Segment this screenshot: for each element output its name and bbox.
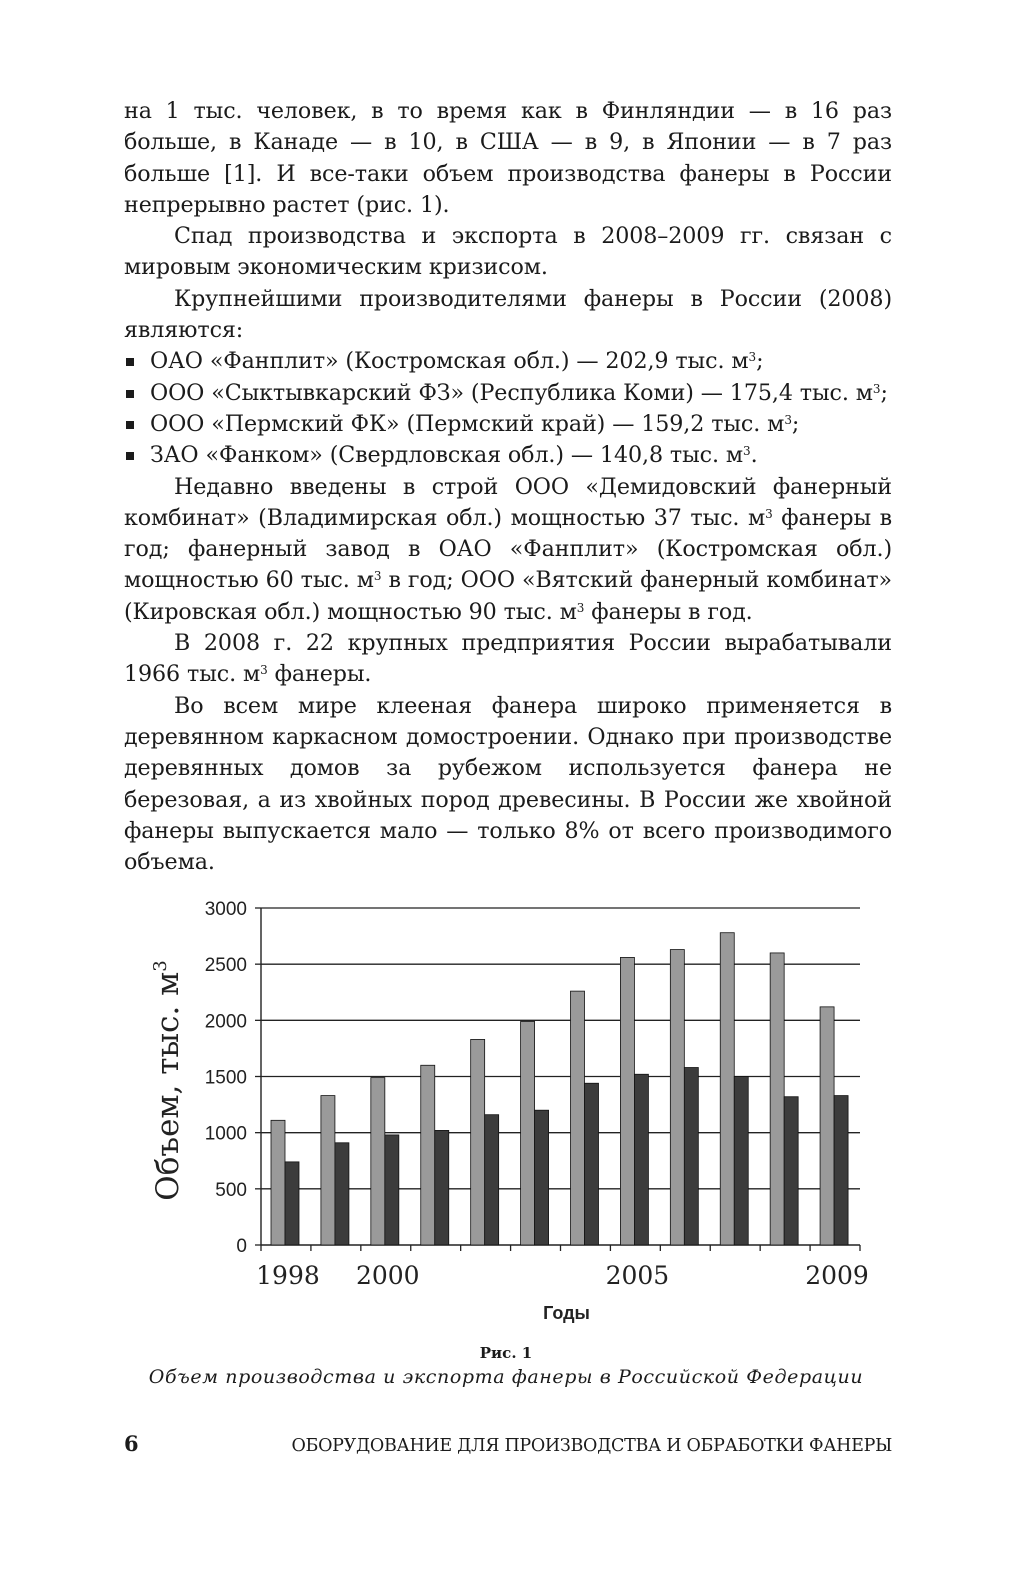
bar-series2-1999	[335, 1143, 349, 1245]
list-item: ОАО «Фанплит» (Костромская обл.) — 202,9 тыс. $м^3$;	[150, 346, 892, 377]
bar-series1-2001	[421, 1065, 435, 1245]
list-item: ООО «Сыктывкарский ФЗ» (Республика Коми) — 175,4 тыс. $м^3$;	[150, 378, 892, 409]
producer-list	[124, 346, 892, 471]
bar-series2-2006	[684, 1068, 698, 1245]
bar-series1-2004	[571, 991, 585, 1245]
y-tick-label: 2500	[204, 955, 247, 977]
list-item: ЗАО «Фанком» (Свердловская обл.) — 140,8 тыс. $м^3$.	[150, 440, 892, 471]
production-export-chart	[130, 888, 890, 1338]
paragraph-1: на 1 тыс. человек, в то время как в Финляндии — в 16 раз больше, в Канаде — в 10, в США — в 9, в Японии — в 7 раз больше [1]. И все-таки объем производства фанеры в России непрерывно растет (рис. 1).	[124, 98, 892, 218]
y-tick-label: 3000	[204, 899, 247, 920]
x-tick-label: 2005	[605, 1261, 670, 1290]
paragraph-6: Во всем мире клееная фанера широко применяется в деревянном каркасном домостроении. Однако при производстве деревянных домов за рубежом используется фанера не березовая, а из хвойных пород древесины. В России же хвойной фанеры выпускается мало — только 8% от всего производимого объема.	[124, 692, 892, 876]
bar-series1-1999	[321, 1096, 335, 1245]
y-tick-label: 1500	[204, 1067, 247, 1089]
bar-series2-2005	[634, 1074, 648, 1245]
bar-series1-2002	[471, 1039, 485, 1245]
paragraph-4: Недавно введены в строй ООО «Демидовский фанерный комбинат» (Владимирская обл.) мощностью 37 тыс. $м^3$ фанеры в год; фанерный завод в ОАО «Фанплит» (Костромская обл.) мощностью 60 тыс. $м^3$ в год; ООО «Вятский фанерный комбинат» (Кировская обл.) мощностью 90 тыс. $м^3$ фанеры в год.	[124, 473, 892, 625]
bar-series2-2009	[834, 1096, 848, 1245]
y-tick-label: 0	[236, 1236, 247, 1257]
x-tick-label: 2009	[805, 1261, 869, 1290]
bar-series2-2008	[784, 1097, 798, 1245]
bar-series1-2008	[770, 953, 784, 1245]
bar-series1-1998	[271, 1120, 285, 1245]
bar-series2-2002	[485, 1115, 499, 1245]
y-tick-label: 2000	[204, 1011, 247, 1033]
bar-series2-2003	[535, 1110, 549, 1245]
body-text	[124, 96, 892, 878]
running-title: ОБОРУДОВАНИЕ ДЛЯ ПРОИЗВОДСТВА И ОБРАБОТКИ ФАНЕРЫ	[291, 1436, 892, 1456]
bar-series2-2000	[385, 1135, 399, 1245]
list-item: ООО «Пермский ФК» (Пермский край) — 159,2 тыс. $м^3$;	[150, 409, 892, 440]
bar-series2-1998	[285, 1162, 299, 1245]
bar-series1-2009	[820, 1007, 834, 1245]
paragraph-3: Крупнейшими производителями фанеры в России (2008) являются:	[124, 285, 892, 344]
paragraph-2: Спад производства и экспорта в 2008–2009 гг. связан с мировым экономическим кризисом.	[124, 223, 892, 281]
bar-series2-2001	[435, 1130, 449, 1245]
bar-series1-2006	[670, 950, 684, 1245]
x-tick-label: 1998	[256, 1261, 320, 1290]
x-tick-label: 2000	[355, 1261, 420, 1290]
bar-series1-2005	[620, 957, 634, 1245]
bar-series1-2000	[371, 1078, 385, 1245]
x-axis-label: Годы	[543, 1303, 590, 1323]
figure-caption: Объем производства и экспорта фанеры в Российской Федерации	[148, 1366, 864, 1388]
bar-series1-2003	[521, 1021, 535, 1245]
paragraph-5: В 2008 г. 22 крупных предприятия России вырабатывали 1966 тыс. $м^3$ фанеры.	[124, 630, 892, 688]
y-tick-label: 1000	[204, 1123, 247, 1145]
y-tick-label: 500	[215, 1179, 247, 1201]
bar-series2-2007	[734, 1077, 748, 1246]
figure-number: Рис. 1	[479, 1344, 533, 1362]
bar-series2-2004	[585, 1083, 599, 1245]
y-axis-label: Объем, тыс. $м^3$	[150, 960, 186, 1201]
bar-series1-2007	[720, 933, 734, 1245]
y-axis-label-superscript: 3	[150, 960, 171, 972]
page-number: 6	[124, 1431, 139, 1456]
